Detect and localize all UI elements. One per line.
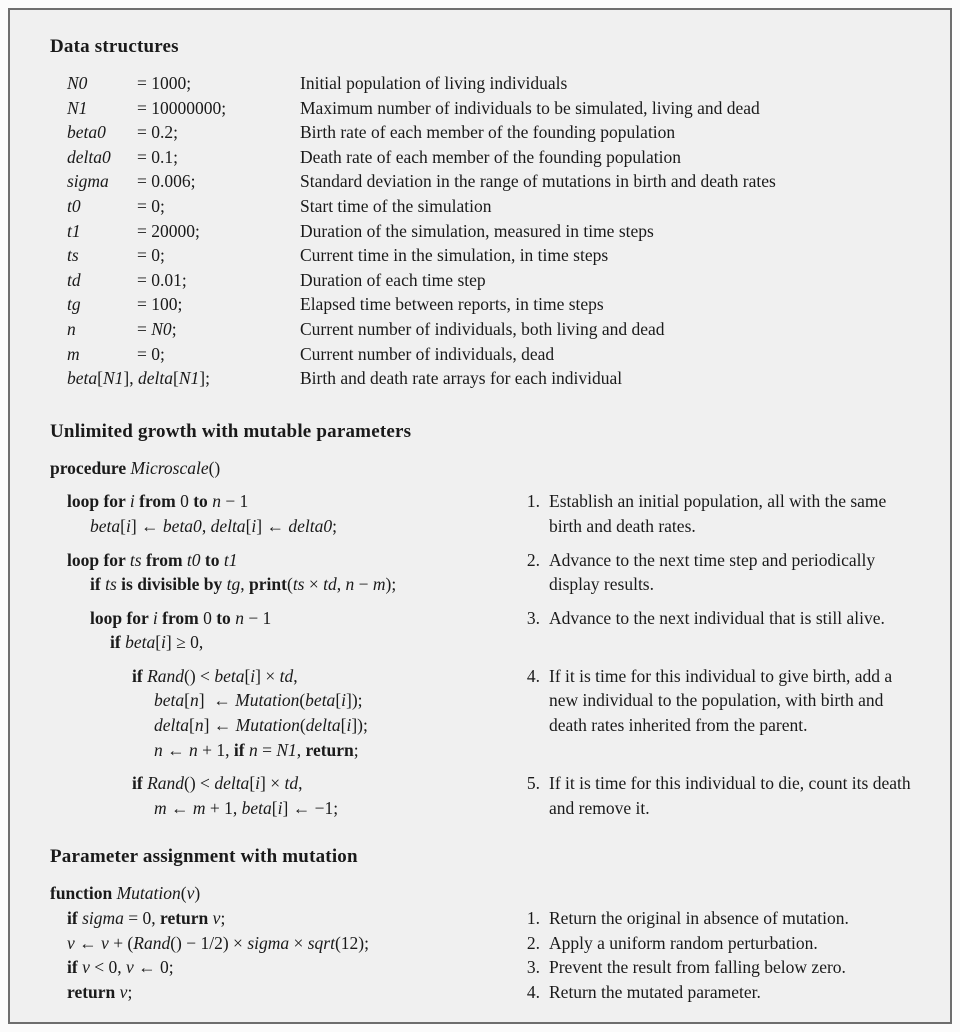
note-item [520,606,926,631]
variable-description: Birth rate of each member of the founding population [300,122,676,143]
code-note-row [50,906,926,931]
section-microscale [50,421,926,821]
table-row [50,145,926,170]
code-note-row [50,489,926,538]
code-line: if Rand() < beta[i] × td, [132,665,298,686]
variable-value: = 20000; [137,220,200,241]
note-item [520,771,926,820]
variable-name: N0 [67,73,88,93]
variable-value: = 100; [137,294,183,315]
note-text: Prevent the result from falling below zero. [549,957,846,978]
variable-name: ts [67,245,79,266]
variable-name: t1 [67,220,81,241]
variable-description: Maximum number of individuals to be simulated, living and dead [300,97,760,118]
table-row [50,219,926,244]
variable-name: beta0 [67,122,106,143]
variable-description: Initial population of living individuals [300,73,568,93]
note-number: 1. [526,908,540,929]
variable-name: td [67,269,81,290]
code-line: if v < 0, v ← 0; [67,957,174,978]
section-title-data-structures: Data structures [50,36,179,57]
note-number: 4. [526,981,540,1002]
note-text: Advance to the next time step and periodically display results. [549,549,876,595]
variable-name: t0 [67,195,81,216]
code-group [50,606,520,655]
variable-description: Start time of the simulation [300,195,492,216]
section-mutation [50,846,926,1004]
note-number: 4. [526,665,540,686]
note-text: Return the mutated parameter. [549,981,761,1002]
code-line: beta[n] ← Mutation(beta[i]); [154,690,363,711]
pseudocode-listing-panel [8,8,952,1024]
variable-description: Birth and death rate arrays for each individual [300,368,623,389]
code-group [50,771,520,820]
code-note-row [50,548,926,597]
variable-value: = 1000; [137,73,192,93]
note-number: 2. [526,932,540,953]
note-item [520,664,926,738]
table-row [50,71,926,96]
note-item [520,489,926,538]
variable-name: m [67,343,80,364]
variable-value: = 0; [137,245,165,266]
code-line: if beta[i] ≥ 0, [110,632,204,653]
table-row [50,366,926,391]
note-number: 5. [526,773,540,794]
procedure-header: procedure Microscale() [50,457,221,478]
variable-value: = 0.01; [137,269,187,290]
code-group [50,548,520,597]
note-text: Establish an initial population, all with the same birth and death rates. [549,491,887,536]
note-number: 1. [526,491,540,512]
code-line: if sigma = 0, return v; [67,908,226,929]
variable-description: Current number of individuals, dead [300,343,555,364]
variable-name: sigma [67,171,109,192]
code-line: v ← v + (Rand() − 1/2) × sigma × sqrt(12); [67,932,370,953]
variable-name: N1 [67,97,88,118]
variable-value: = 0; [137,343,165,364]
note-text: Return the original in absence of mutation. [549,908,849,929]
variable-value: = 0; [137,195,165,216]
table-row [50,317,926,342]
variable-description: Elapsed time between reports, in time steps [300,294,604,315]
note-item [520,548,926,597]
table-row [50,96,926,121]
code-note-row [50,931,926,956]
table-row [50,292,926,317]
note-item [520,906,926,931]
code-line: m ← m + 1, beta[i] ← −1; [154,797,339,818]
variable-value [137,366,300,391]
code-note-row [50,955,926,980]
variable-description: Standard deviation in the range of mutations in birth and death rates [300,171,776,192]
code-line: if ts is divisible by tg, print(ts × td, n − m); [90,574,397,595]
note-number: 3. [526,957,540,978]
code-line: beta[i] ← beta0, delta[i] ← delta0; [90,515,337,536]
table-row [50,268,926,293]
code-group [50,489,520,538]
variable-description: Duration of the simulation, measured in time steps [300,220,654,241]
code-note-row [50,664,926,762]
note-text: Apply a uniform random perturbation. [549,932,818,953]
table-row [50,194,926,219]
code-note-row [50,606,926,655]
code-note-row [50,771,926,820]
table-row [50,342,926,367]
function-header: function Mutation(v) [50,883,201,904]
variable-name: beta[N1], delta[N1]; [67,368,210,389]
code-line: loop for i from 0 to n − 1 [67,491,249,512]
note-item [520,980,926,1005]
variable-name: n [67,318,76,339]
section-title-parameter-assignment: Parameter assignment with mutation [50,846,358,868]
table-row [50,243,926,268]
note-text: Advance to the next individual that is still alive. [549,607,885,628]
code-line: loop for i from 0 to n − 1 [90,607,272,628]
code-line: loop for ts from t0 to t1 [67,549,238,570]
variable-name: delta0 [67,146,111,167]
note-number: 2. [526,549,540,570]
section-title-unlimited-growth: Unlimited growth with mutable parameters [50,420,412,442]
variable-value: = N0; [137,318,177,339]
table-row [50,169,926,194]
variable-name: tg [67,294,81,315]
variable-description: Current time in the simulation, in time steps [300,245,609,266]
table-row [50,120,926,145]
note-text: If it is time for this individual to give birth, add a new individual to the population, with birth and death rates inherited from the parent. [549,665,893,736]
variable-description: Death rate of each member of the founding population [300,146,681,167]
variable-value: = 0.006; [137,171,196,192]
code-note-row [50,980,926,1005]
variable-description: Duration of each time step [300,269,486,290]
variable-value: = 0.2; [137,122,178,143]
note-text: If it is time for this individual to die, count its death and remove it. [549,773,911,818]
code-line: n ← n + 1, if n = N1, return; [154,739,359,760]
code-line: if Rand() < delta[i] × td, [132,773,303,794]
variable-value: = 10000000; [137,97,227,118]
variable-value: = 0.1; [137,146,178,167]
note-item [520,931,926,956]
note-item [520,955,926,980]
code-line: delta[n] ← Mutation(delta[i]); [154,715,368,736]
note-number: 3. [526,607,540,628]
code-group [50,664,520,762]
variable-description: Current number of individuals, both living and dead [300,318,665,339]
code-line: return v; [67,981,133,1002]
data-structures-table [50,71,926,391]
